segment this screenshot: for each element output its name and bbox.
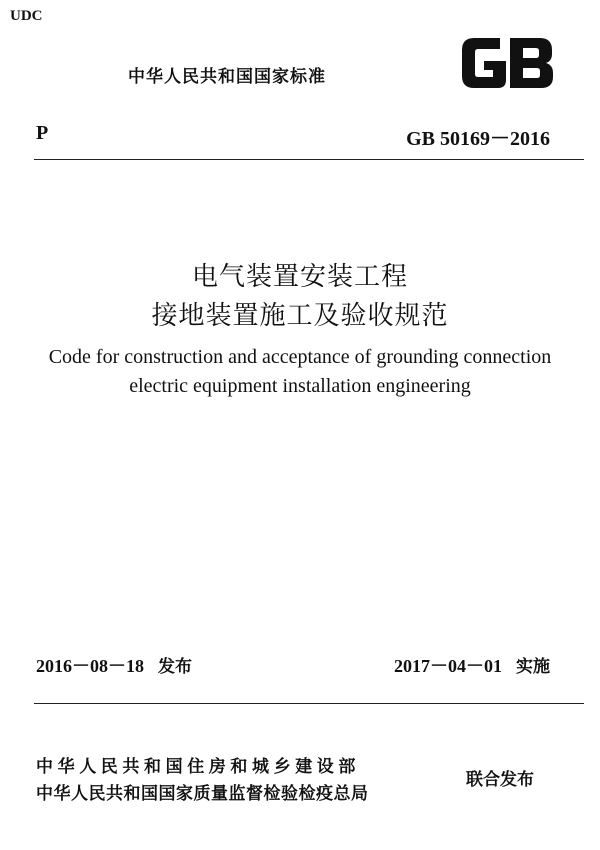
english-title-line-1: Code for construction and acceptance of grounding connection (48, 346, 552, 368)
issue-date: 2016－08－18 (36, 656, 144, 676)
top-divider (34, 159, 584, 160)
gb-logo-letter-b (510, 38, 553, 88)
effective-date: 2017－04－01 (394, 656, 502, 676)
standard-type: 中华人民共和国国家标准 (128, 67, 326, 87)
effective-date-block (394, 652, 550, 678)
chinese-title-line-2: 接地装置施工及验收规范 (151, 301, 449, 331)
issuer-line-1: 中华人民共和国住房和城乡建设部 (36, 757, 360, 777)
gb-logo-letter-g (462, 38, 506, 88)
joint-issue-label: 联合发布 (466, 770, 534, 790)
category-code: P (36, 122, 49, 144)
issue-date-block (36, 652, 192, 678)
bottom-divider (34, 703, 584, 704)
udc-label: UDC (10, 8, 43, 24)
gb-logo (456, 28, 558, 98)
effective-label: 实施 (516, 657, 550, 677)
chinese-title-line-1: 电气装置安装工程 (191, 262, 408, 292)
standard-number: GB 50169－2016 (406, 128, 550, 150)
english-title-line-2: electric equipment installation engineering (129, 375, 471, 397)
issuer-line-2: 中华人民共和国国家质量监督检验检疫总局 (36, 784, 369, 804)
issue-label: 发布 (158, 657, 192, 677)
